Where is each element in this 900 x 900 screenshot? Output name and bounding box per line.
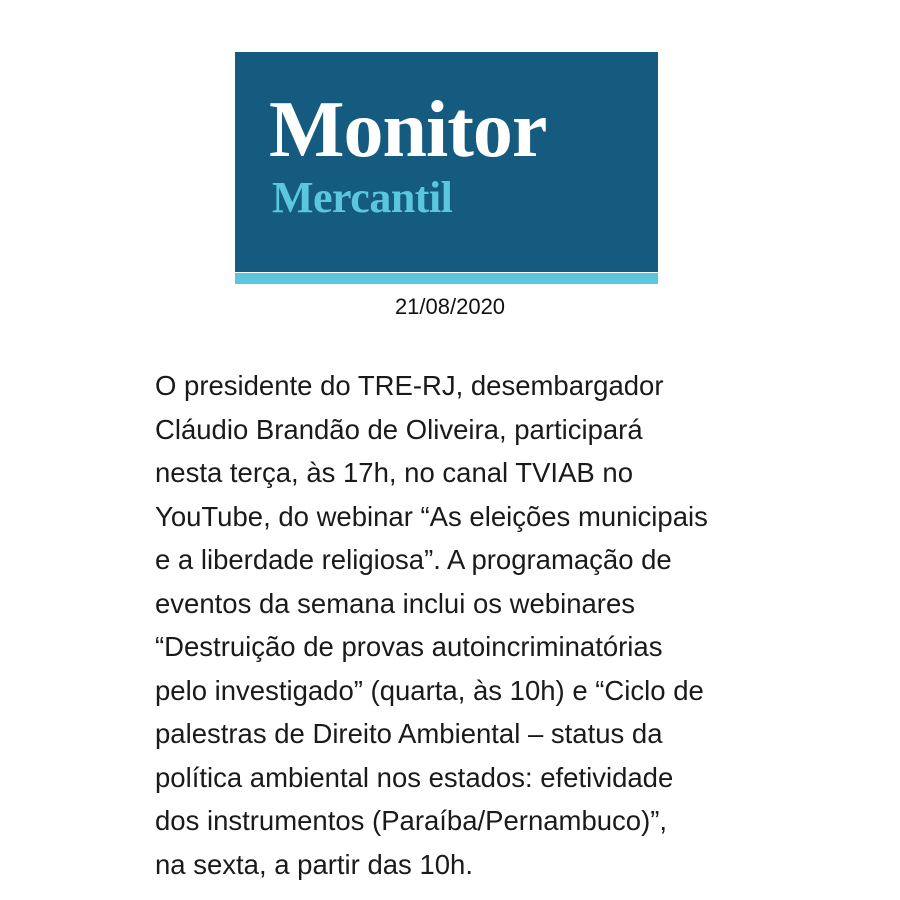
article-line: palestras de Direito Ambiental – status da xyxy=(155,718,663,749)
article-line: Cláudio Brandão de Oliveira, participará xyxy=(155,413,643,445)
logo-accent-stripe xyxy=(235,273,658,284)
article-line: nesta terça, às 17h, no canal TVIAB no xyxy=(155,457,633,488)
publication-date: 21/08/2020 xyxy=(394,294,506,319)
article-line: política ambiental nos estados: efetividade xyxy=(155,761,674,793)
article-body xyxy=(155,364,835,886)
article-line: na sexta, a partir das 10h. xyxy=(155,848,473,880)
monitor-mercantil-logo xyxy=(235,52,658,284)
article-line: O presidente do TRE-RJ, desembargador xyxy=(155,370,664,401)
article-line: YouTube, do webinar “As eleições municipais xyxy=(155,500,708,532)
logo-title: Monitor xyxy=(269,86,547,174)
article-line: pelo investigado” (quarta, às 10h) e “Ciclo de xyxy=(155,674,704,706)
logo-subtitle: Mercantil xyxy=(272,173,453,222)
article-line: e a liberdade religiosa”. A programação de xyxy=(155,544,672,575)
article-line: dos instrumentos (Paraíba/Pernambuco)”, xyxy=(155,805,668,836)
article-line: “Destruição de provas autoincriminatórias xyxy=(155,631,663,662)
article-line: eventos da semana inclui os webinares xyxy=(155,587,636,619)
